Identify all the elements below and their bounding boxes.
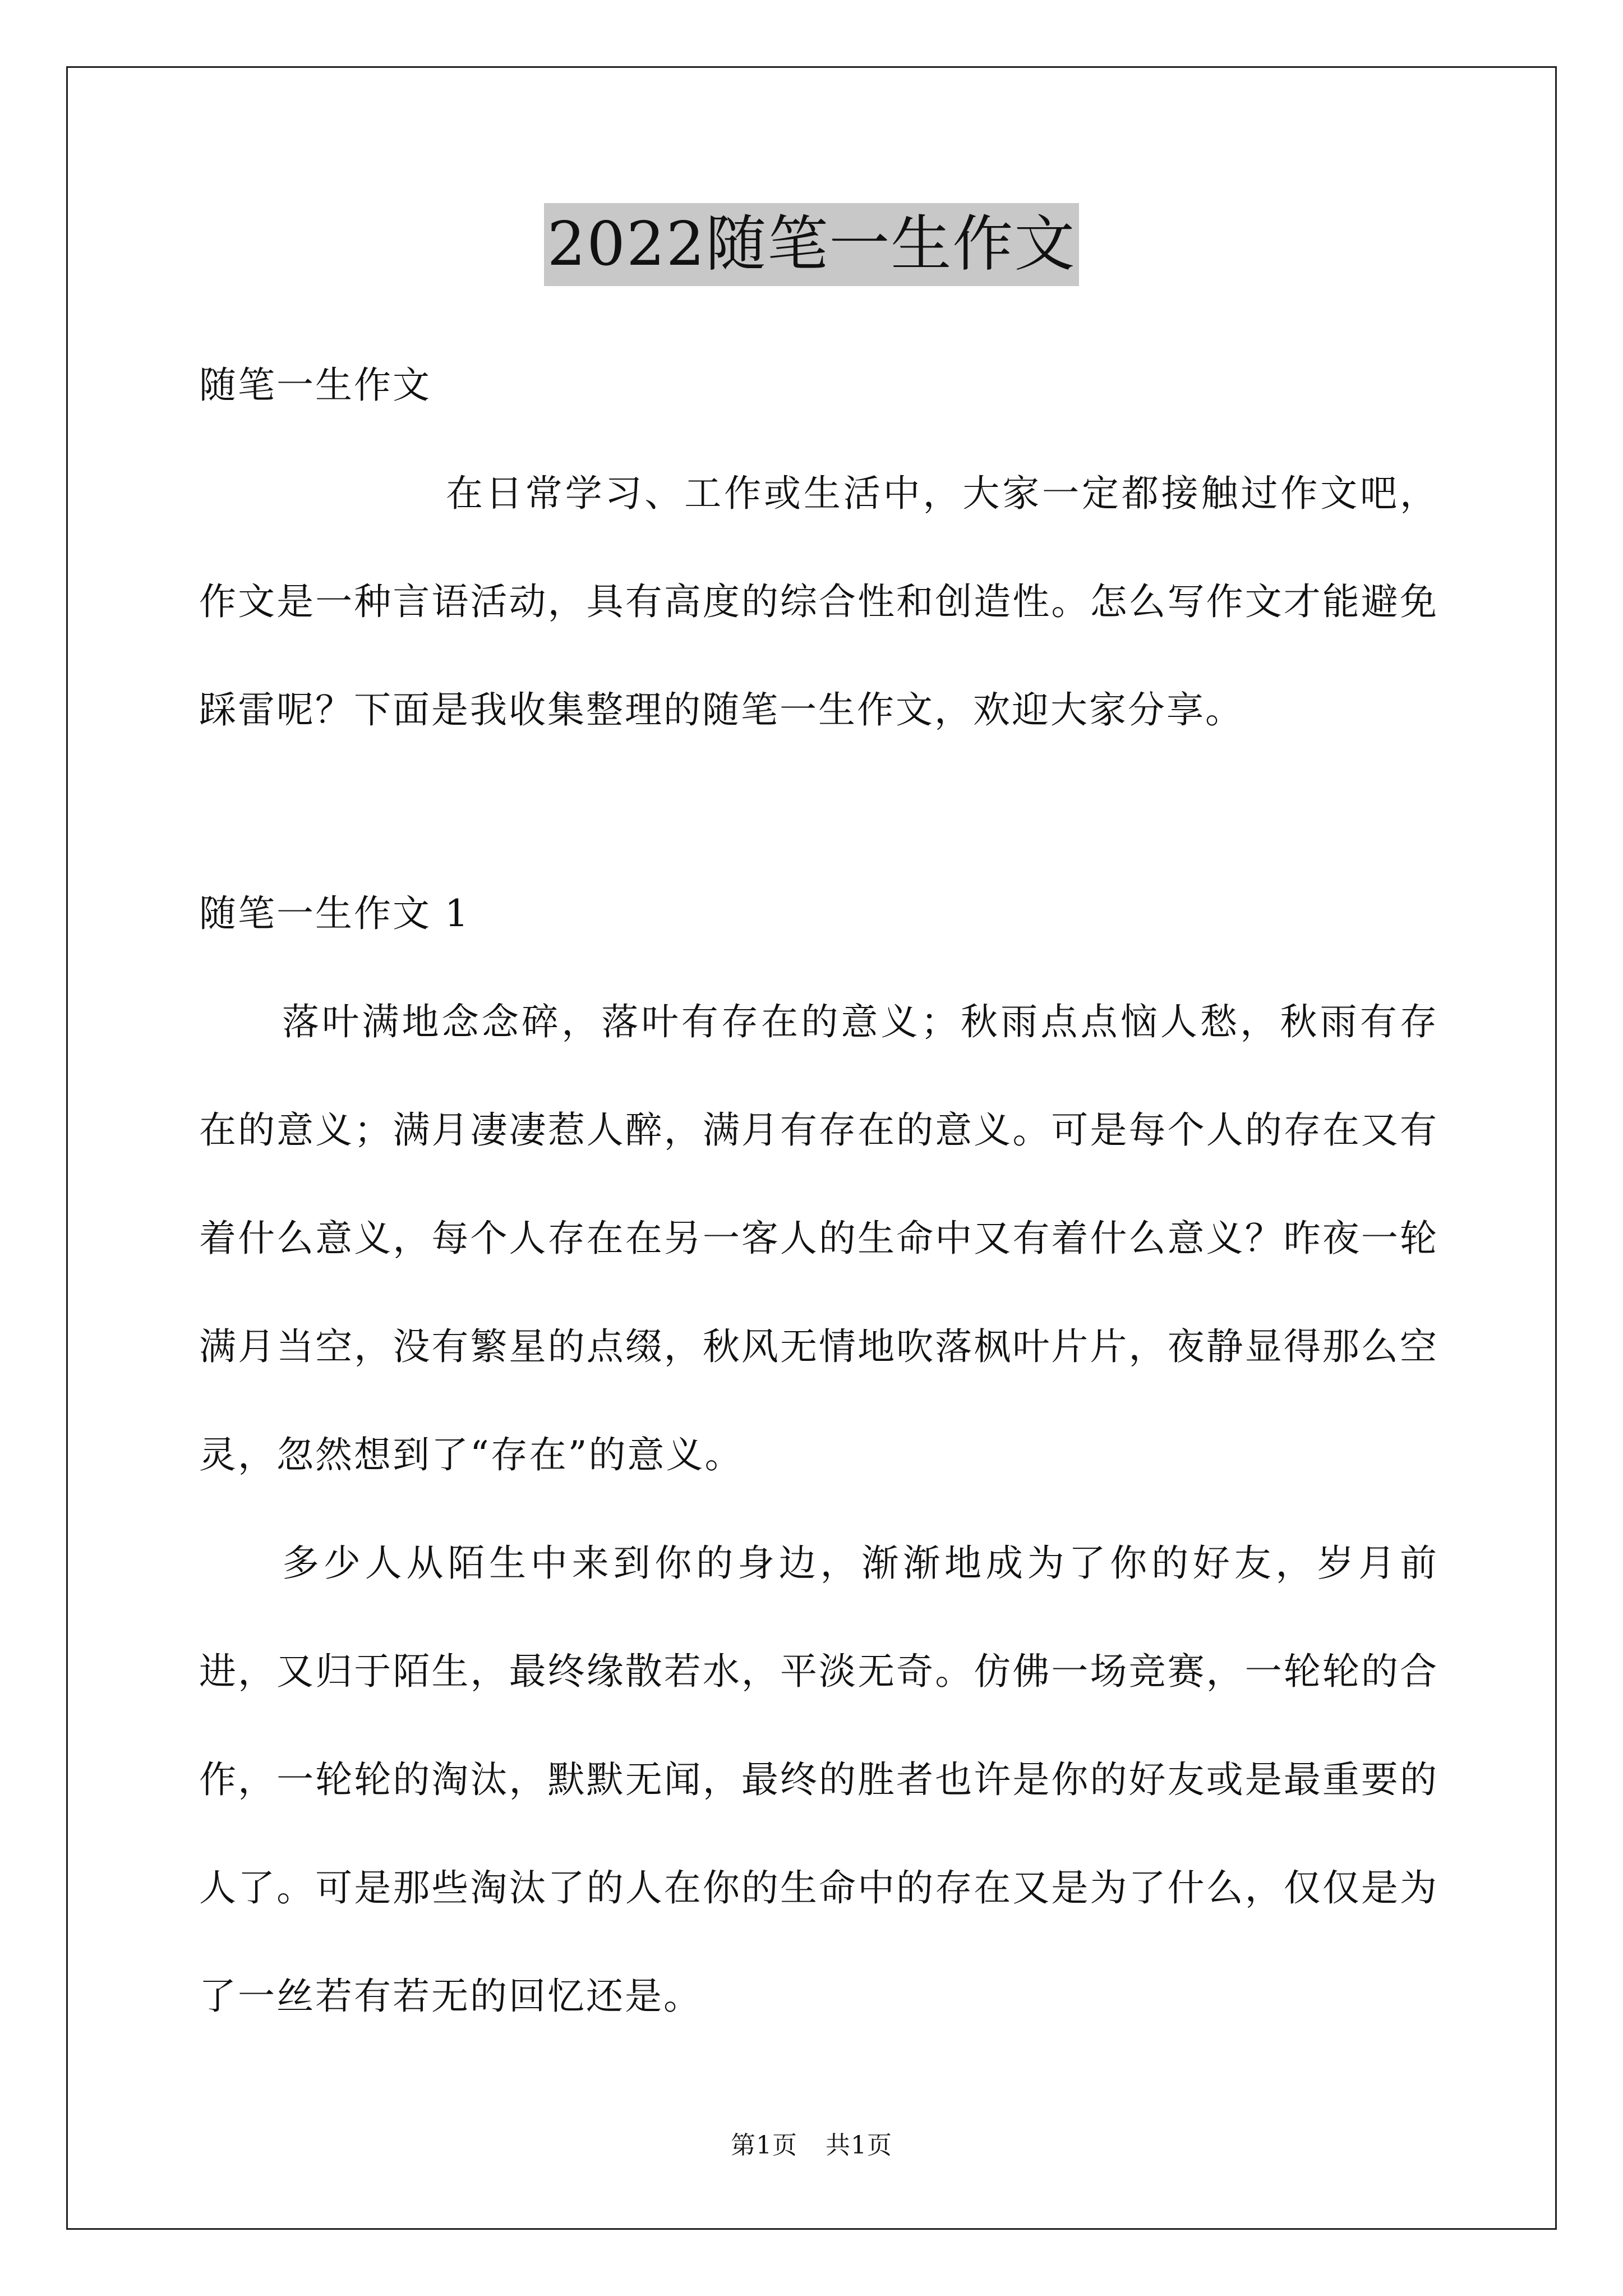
document-subtitle: 随笔一生作文: [199, 364, 431, 407]
page-number: 第1页: [731, 2131, 797, 2160]
section-spacer: [199, 764, 1438, 859]
body-paragraph: 落叶满地念念碎，落叶有存在的意义；秋雨点点恼人愁，秋雨有存在的意义；满月凄凄惹人醉，满月有存在的意义。可是每个人的存在又有着什么意义，每个人存在在另一客人的生命中又有着什么意义？昨夜一轮满月当空，没有繁星的点缀，秋风无情地吹落枫叶片片，夜静显得那么空灵，忽然想到了“存在”的意义。: [199, 1000, 1438, 1476]
title-container: [0, 203, 1623, 286]
intro-paragraph: 在日常学习、工作或生活中，大家一定都接触过作文吧，作文是一种言语活动，具有高度的综合性和创造性。怎么写作文才能避免踩雷呢？下面是我收集整理的随笔一生作文，欢迎大家分享。: [199, 472, 1438, 731]
document-body: [199, 331, 1438, 2050]
page-footer: [0, 2129, 1623, 2162]
document-title: 2022随笔一生作文: [544, 203, 1080, 286]
body-paragraph: 多少人从陌生中来到你的身边，渐渐地成为了你的好友，岁月前进，又归于陌生，最终缘散若水，平淡无奇。仿佛一场竞赛，一轮轮的合作，一轮轮的淘汰，默默无闻，最终的胜者也许是你的好友或是最重要的人了。可是那些淘汰了的人在你的生命中的存在又是为了什么，仅仅是为了一丝若有若无的回忆还是。: [199, 1542, 1438, 2018]
section-heading: 随笔一生作文 1: [199, 892, 470, 935]
page-total: 共1页: [826, 2131, 892, 2160]
